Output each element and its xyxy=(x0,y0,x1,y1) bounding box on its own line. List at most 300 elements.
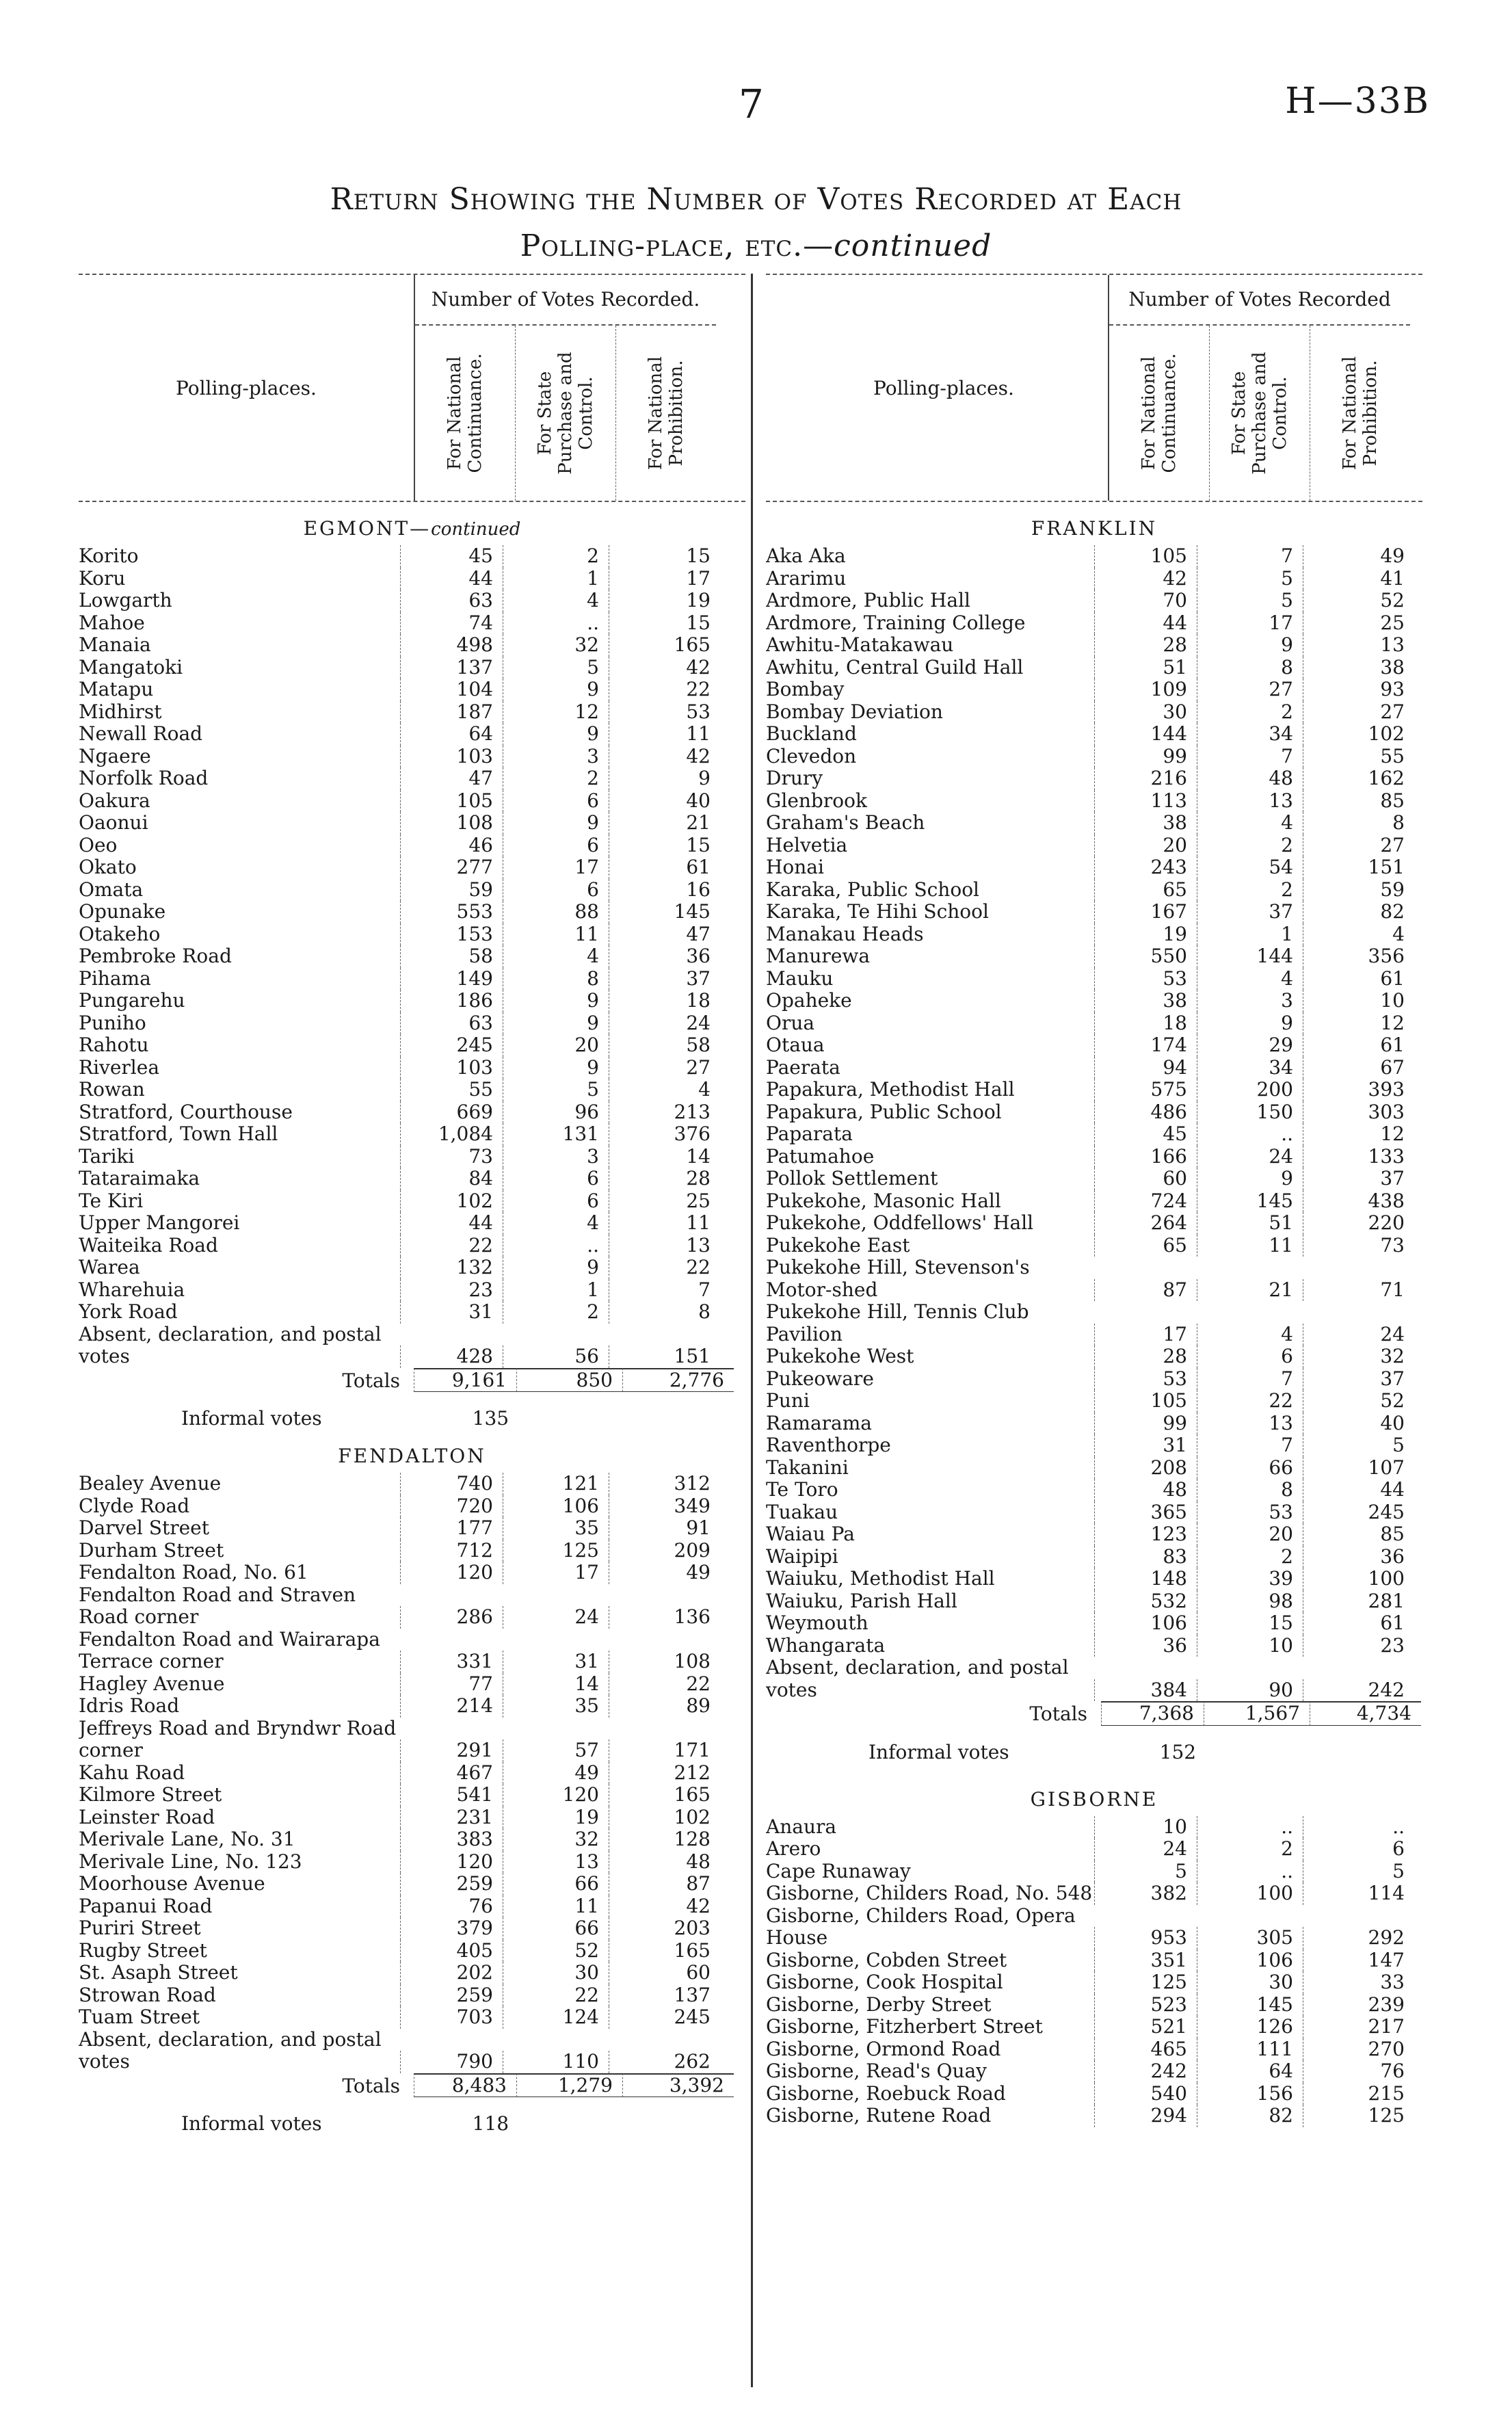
vote-count: 66 xyxy=(1197,1457,1303,1480)
table-row xyxy=(766,1079,1422,1101)
vote-count: 96 xyxy=(503,1101,609,1124)
vote-count: 137 xyxy=(400,657,503,679)
vote-count: 24 xyxy=(503,1606,609,1629)
table-row xyxy=(766,1301,1422,1345)
vote-count: 52 xyxy=(1303,1390,1414,1412)
vote-count: 15 xyxy=(609,612,720,635)
vote-count: 89 xyxy=(609,1695,720,1718)
vote-count: 61 xyxy=(1303,1612,1414,1635)
table-row xyxy=(79,1851,745,1874)
vote-count: 51 xyxy=(1094,657,1197,679)
vote-count: 740 xyxy=(400,1473,503,1495)
polling-place-name: Riverlea xyxy=(79,1056,160,1079)
vote-count: 51 xyxy=(1197,1212,1303,1235)
vote-count: 8 xyxy=(503,968,609,990)
polling-place-name: Fendalton Road, No. 61 xyxy=(79,1562,308,1583)
table-row xyxy=(79,2006,745,2029)
vote-count: 16 xyxy=(609,879,720,902)
polling-place-name: Bombay xyxy=(766,679,845,700)
polling-place-name: Hagley Avenue xyxy=(79,1672,225,1695)
table-row xyxy=(766,2105,1422,2127)
fendalton-rows xyxy=(79,1473,745,2073)
table-row xyxy=(766,1390,1422,1412)
vote-count: 2 xyxy=(503,545,609,568)
vote-count: 8 xyxy=(1197,1479,1303,1501)
table-row xyxy=(79,1235,745,1257)
vote-count: 2 xyxy=(1197,701,1303,724)
polling-place-name: Absent, declaration, and postal votes xyxy=(79,1323,382,1367)
title-continued: continued xyxy=(834,228,992,263)
polling-place-name: Graham's Beach xyxy=(766,812,925,834)
vote-count: 208 xyxy=(1094,1457,1197,1480)
table-row xyxy=(766,657,1422,679)
polling-place-name: Absent, declaration, and postal votes xyxy=(766,1657,1069,1701)
vote-count: 2 xyxy=(1197,879,1303,902)
header-national-continuance: For National Continuance. xyxy=(445,353,486,473)
vote-count: 52 xyxy=(1303,590,1414,612)
table-row xyxy=(766,923,1422,946)
polling-place-name: Wharehuia xyxy=(79,1278,185,1301)
polling-place-name: Otaua xyxy=(766,1034,825,1056)
polling-place-name: Buckland xyxy=(766,723,857,745)
polling-place-name: Upper Mangorei xyxy=(79,1212,240,1234)
polling-place-name: Mahoe xyxy=(79,612,145,634)
vote-count: 66 xyxy=(503,1917,609,1940)
polling-place-name: Whangarata xyxy=(766,1634,886,1657)
table-row xyxy=(766,879,1422,902)
vote-count: 351 xyxy=(1094,1949,1197,1972)
vote-count: 63 xyxy=(400,1012,503,1035)
vote-count: 31 xyxy=(400,1301,503,1324)
vote-count: 243 xyxy=(1094,856,1197,879)
vote-count: 6 xyxy=(503,1168,609,1190)
right-column xyxy=(766,274,1422,2127)
vote-count: 24 xyxy=(1197,1146,1303,1168)
vote-count: 24 xyxy=(1094,1838,1197,1861)
vote-count: 32 xyxy=(503,634,609,657)
vote-count: 100 xyxy=(1303,1568,1414,1590)
polling-place-name: Oakura xyxy=(79,789,150,812)
polling-place-name: Clyde Road xyxy=(79,1495,190,1517)
vote-count: 31 xyxy=(503,1651,609,1673)
table-row xyxy=(79,1695,745,1718)
vote-count: 104 xyxy=(400,679,503,701)
table-row xyxy=(79,1562,745,1584)
vote-count: 125 xyxy=(1303,2105,1414,2127)
vote-count: 23 xyxy=(1303,1635,1414,1657)
polling-place-name: Awhitu-Matakawau xyxy=(766,634,954,656)
vote-count: 27 xyxy=(609,1057,720,1079)
franklin-informal-votes: Informal votes 152 xyxy=(868,1740,1197,1763)
table-row xyxy=(766,2038,1422,2061)
vote-count: 28 xyxy=(1094,634,1197,657)
vote-count: 312 xyxy=(609,1473,720,1495)
votes-group-title-right: Number of Votes Recorded xyxy=(1109,275,1410,326)
polling-place-name: Manakau Heads xyxy=(766,923,924,945)
vote-count: 5 xyxy=(503,657,609,679)
vote-count: 5 xyxy=(1094,1861,1197,1883)
vote-count: 71 xyxy=(1303,1279,1414,1302)
vote-count: 59 xyxy=(1303,879,1414,902)
vote-count: 12 xyxy=(503,701,609,724)
polling-place-name: Rugby Street xyxy=(79,1939,207,1962)
vote-count: 149 xyxy=(400,968,503,990)
vote-count: 5 xyxy=(1303,1861,1414,1883)
vote-count: 6 xyxy=(503,879,609,902)
table-row xyxy=(79,1718,745,1762)
vote-count: 15 xyxy=(1197,1612,1303,1635)
vote-count: 32 xyxy=(503,1828,609,1851)
vote-count: 103 xyxy=(400,1057,503,1079)
polling-place-name: Manaia xyxy=(79,634,151,656)
vote-count: 11 xyxy=(609,723,720,746)
vote-count: 11 xyxy=(503,1895,609,1918)
vote-count: 540 xyxy=(1094,2083,1197,2105)
vote-count: 220 xyxy=(1303,1212,1414,1235)
table-row xyxy=(766,1146,1422,1168)
vote-count: 48 xyxy=(1094,1479,1197,1501)
table-row xyxy=(79,657,745,679)
polling-place-name: Moorhouse Avenue xyxy=(79,1873,265,1895)
table-row xyxy=(766,1235,1422,1257)
table-row xyxy=(79,679,745,701)
vote-count: 38 xyxy=(1303,657,1414,679)
polling-place-name: Drury xyxy=(766,767,823,789)
vote-count: 17 xyxy=(1094,1324,1197,1346)
vote-count: 6 xyxy=(1303,1838,1414,1861)
fendalton-informal-votes: Informal votes 118 xyxy=(181,2112,509,2135)
table-row xyxy=(79,1984,745,2007)
vote-count: 44 xyxy=(400,568,503,590)
votes-group-title: Number of Votes Recorded. xyxy=(415,275,716,326)
table-row xyxy=(766,1012,1422,1035)
polling-place-name: Gisborne, Cook Hospital xyxy=(766,1971,1003,1993)
vote-count: 438 xyxy=(1303,1190,1414,1213)
polling-place-name: Leinster Road xyxy=(79,1806,215,1828)
vote-count: 13 xyxy=(1303,634,1414,657)
polling-place-name: Gisborne, Derby Street xyxy=(766,1993,992,2016)
vote-count: 148 xyxy=(1094,1568,1197,1590)
vote-count: 4 xyxy=(1197,968,1303,990)
vote-count: 7 xyxy=(1197,1434,1303,1457)
table-row xyxy=(79,990,745,1012)
polling-place-name: Darvel Street xyxy=(79,1517,209,1539)
vote-count: 49 xyxy=(503,1762,609,1785)
egmont-rows xyxy=(79,545,745,1368)
vote-count: 209 xyxy=(609,1540,720,1562)
vote-count: 24 xyxy=(1303,1324,1414,1346)
polling-place-name: St. Asaph Street xyxy=(79,1962,238,1984)
vote-count: 30 xyxy=(1197,1971,1303,1994)
vote-count: 147 xyxy=(1303,1949,1414,1972)
polling-place-name: Rowan xyxy=(79,1079,145,1101)
vote-count: 61 xyxy=(1303,968,1414,990)
vote-count: 669 xyxy=(400,1101,503,1124)
table-row xyxy=(766,1861,1422,1883)
vote-count: 7 xyxy=(1197,746,1303,768)
table-row xyxy=(766,1816,1422,1839)
polling-place-name: Waiuku, Methodist Hall xyxy=(766,1568,995,1590)
table-row xyxy=(766,634,1422,657)
vote-count: 174 xyxy=(1094,1034,1197,1057)
vote-count: 305 xyxy=(1197,1927,1303,1949)
vote-count: 87 xyxy=(609,1873,720,1895)
polling-place-name: Ardmore, Training College xyxy=(766,612,1026,634)
vote-count: 15 xyxy=(609,835,720,857)
polling-place-name: Strowan Road xyxy=(79,1984,216,2006)
polling-place-name: Helvetia xyxy=(766,834,848,856)
polling-place-name: Gisborne, Read's Quay xyxy=(766,2060,987,2082)
vote-count: 125 xyxy=(1094,1971,1197,1994)
vote-count: 35 xyxy=(503,1695,609,1718)
title-line-1: Return Showing the Number of Votes Recorded at Each xyxy=(330,182,1182,217)
vote-count: 24 xyxy=(609,1012,720,1035)
polling-place-name: Idris Road xyxy=(79,1695,180,1717)
vote-count: 29 xyxy=(1197,1034,1303,1057)
polling-place-name: Gisborne, Cobden Street xyxy=(766,1949,1007,1971)
vote-count: 9 xyxy=(503,1057,609,1079)
polling-place-name: Papakura, Methodist Hall xyxy=(766,1079,1015,1101)
vote-count: 523 xyxy=(1094,1994,1197,2016)
table-header-left xyxy=(79,274,745,502)
polling-place-name: Honai xyxy=(766,856,824,878)
vote-count: 94 xyxy=(1094,1057,1197,1079)
vote-count: 383 xyxy=(400,1828,503,1851)
polling-place-name: Absent, declaration, and postal votes xyxy=(79,2028,382,2073)
vote-count: 1 xyxy=(503,1279,609,1302)
table-row xyxy=(766,2083,1422,2105)
polling-place-name: Te Toro xyxy=(766,1479,838,1501)
vote-count: 171 xyxy=(609,1739,720,1762)
table-row xyxy=(79,1034,745,1057)
vote-count: 13 xyxy=(503,1851,609,1874)
vote-count: 30 xyxy=(503,1962,609,1984)
vote-count: 5 xyxy=(1303,1434,1414,1457)
polling-place-name: Awhitu, Central Guild Hall xyxy=(766,656,1024,679)
vote-count: 27 xyxy=(1303,835,1414,857)
table-row xyxy=(766,612,1422,635)
vote-count: 2 xyxy=(1197,1546,1303,1568)
polling-place-name: Tariki xyxy=(79,1145,135,1168)
franklin-totals: Totals 7,368 1,567 4,734 xyxy=(766,1701,1422,1726)
vote-count: 9 xyxy=(503,990,609,1012)
table-row xyxy=(766,990,1422,1012)
polling-place-name: Anaura xyxy=(766,1815,837,1838)
table-row xyxy=(766,1457,1422,1480)
polling-place-name: Stratford, Courthouse xyxy=(79,1101,293,1123)
table-row xyxy=(79,1101,745,1124)
vote-count: 286 xyxy=(400,1606,503,1629)
vote-count: .. xyxy=(1303,1816,1414,1839)
vote-count: 53 xyxy=(609,701,720,724)
vote-count: 6 xyxy=(503,835,609,857)
vote-count: 105 xyxy=(1094,545,1197,568)
vote-count: 384 xyxy=(1094,1679,1197,1702)
vote-count: 10 xyxy=(1094,1816,1197,1839)
polling-place-name: Gisborne, Fitzherbert Street xyxy=(766,2016,1043,2038)
fendalton-totals: Totals 8,483 1,279 3,392 xyxy=(79,2073,745,2098)
vote-count: 11 xyxy=(609,1212,720,1235)
table-row xyxy=(79,923,745,946)
table-row xyxy=(79,1257,745,1279)
table-row xyxy=(766,1905,1422,1949)
polling-place-name: Pukekohe, Oddfellows' Hall xyxy=(766,1212,1034,1234)
vote-count: 48 xyxy=(1197,767,1303,790)
vote-count: 77 xyxy=(400,1673,503,1696)
header-national-prohibition-right: For National Prohibition. xyxy=(1310,326,1410,501)
page-title xyxy=(0,176,1512,270)
vote-count: 11 xyxy=(503,923,609,946)
vote-count: 498 xyxy=(400,634,503,657)
table-row xyxy=(766,1345,1422,1368)
polling-place-name: Te Kiri xyxy=(79,1190,144,1212)
vote-count: 57 xyxy=(503,1739,609,1762)
vote-count: 73 xyxy=(1303,1235,1414,1257)
vote-count: 4 xyxy=(503,1212,609,1235)
table-row xyxy=(79,1873,745,1895)
vote-count: 379 xyxy=(400,1917,503,1940)
vote-count: .. xyxy=(1197,1816,1303,1839)
table-row xyxy=(766,2060,1422,2083)
vote-count: 88 xyxy=(503,901,609,923)
vote-count: 4 xyxy=(1197,1324,1303,1346)
polling-place-name: Mangatoki xyxy=(79,656,183,679)
vote-count: 217 xyxy=(1303,2016,1414,2038)
polling-place-name: Gisborne, Childers Road, Opera House xyxy=(766,1904,1076,1949)
polling-place-name: Koru xyxy=(79,567,126,590)
polling-place-name: Lowgarth xyxy=(79,590,172,612)
vote-count: 349 xyxy=(609,1495,720,1518)
vote-count: 42 xyxy=(1094,568,1197,590)
vote-count: 151 xyxy=(609,1345,720,1368)
table-row xyxy=(766,835,1422,857)
polling-place-name: Ngaere xyxy=(79,745,151,767)
polling-place-name: Opunake xyxy=(79,901,166,923)
polling-place-name: Puriri Street xyxy=(79,1917,201,1939)
vote-count: 83 xyxy=(1094,1546,1197,1568)
vote-count: 27 xyxy=(1303,701,1414,724)
polling-place-name: Bombay Deviation xyxy=(766,700,943,723)
polling-place-name: Glenbrook xyxy=(766,789,867,812)
polling-place-name: Kilmore Street xyxy=(79,1784,222,1806)
polling-place-name: York Road xyxy=(79,1301,178,1323)
vote-count: 6 xyxy=(503,790,609,813)
table-row xyxy=(79,1673,745,1696)
vote-count: 44 xyxy=(1303,1479,1414,1501)
vote-count: .. xyxy=(1197,1861,1303,1883)
vote-count: 486 xyxy=(1094,1101,1197,1124)
vote-count: 22 xyxy=(1197,1390,1303,1412)
vote-count: 17 xyxy=(609,568,720,590)
vote-count: 39 xyxy=(1197,1568,1303,1590)
vote-count: 32 xyxy=(1303,1345,1414,1368)
vote-count: 37 xyxy=(1303,1368,1414,1391)
vote-count: 202 xyxy=(400,1962,503,1984)
vote-count: 19 xyxy=(1094,923,1197,946)
vote-count: 8 xyxy=(609,1301,720,1324)
vote-count: 9 xyxy=(503,1012,609,1035)
vote-count: 55 xyxy=(1303,746,1414,768)
vote-count: 8 xyxy=(1197,657,1303,679)
table-row xyxy=(79,856,745,879)
table-row xyxy=(79,1540,745,1562)
vote-count: 106 xyxy=(503,1495,609,1518)
vote-count: 37 xyxy=(1197,901,1303,923)
table-row xyxy=(79,968,745,990)
vote-count: 38 xyxy=(1094,990,1197,1012)
polling-place-name: Rahotu xyxy=(79,1034,149,1056)
table-row xyxy=(766,590,1422,612)
table-row xyxy=(79,1279,745,1302)
table-row xyxy=(79,701,745,724)
vote-count: 550 xyxy=(1094,945,1197,968)
vote-count: 64 xyxy=(400,723,503,746)
vote-count: 9 xyxy=(1197,1012,1303,1035)
vote-count: 281 xyxy=(1303,1590,1414,1613)
vote-count: 262 xyxy=(609,2051,720,2073)
vote-count: 25 xyxy=(1303,612,1414,635)
vote-count: 9 xyxy=(503,812,609,835)
table-row xyxy=(766,1971,1422,1994)
table-row xyxy=(79,1517,745,1540)
polling-place-name: Papanui Road xyxy=(79,1895,213,1917)
vote-count: 53 xyxy=(1197,1501,1303,1524)
table-row xyxy=(766,1101,1422,1124)
vote-count: 724 xyxy=(1094,1190,1197,1213)
vote-count: 200 xyxy=(1197,1079,1303,1101)
vote-count: 102 xyxy=(1303,723,1414,746)
vote-count: 2 xyxy=(1197,1838,1303,1861)
vote-count: 17 xyxy=(503,1562,609,1584)
vote-count: 162 xyxy=(1303,767,1414,790)
polling-place-name: Puniho xyxy=(79,1012,146,1034)
table-row xyxy=(79,723,745,746)
vote-count: 41 xyxy=(1303,568,1414,590)
vote-count: 106 xyxy=(1094,1612,1197,1635)
vote-count: 7 xyxy=(1197,545,1303,568)
polling-place-name: Waiau Pa xyxy=(766,1523,855,1545)
vote-count: 4 xyxy=(609,1079,720,1101)
polling-place-name: Patumahoe xyxy=(766,1145,875,1168)
vote-count: 49 xyxy=(609,1562,720,1584)
vote-count: 12 xyxy=(1303,1123,1414,1146)
polling-place-name: Pukekohe, Masonic Hall xyxy=(766,1190,1001,1212)
vote-count: 167 xyxy=(1094,901,1197,923)
vote-count: 27 xyxy=(1197,679,1303,701)
polling-place-name: Karaka, Te Hihi School xyxy=(766,901,989,923)
vote-count: 45 xyxy=(1094,1123,1197,1146)
vote-count: 120 xyxy=(503,1784,609,1806)
table-row xyxy=(79,1762,745,1785)
table-row xyxy=(79,1895,745,1918)
table-row xyxy=(79,1190,745,1213)
polling-place-name: Stratford, Town Hall xyxy=(79,1123,278,1145)
vote-count: 151 xyxy=(1303,856,1414,879)
table-row xyxy=(79,1301,745,1324)
vote-count: 245 xyxy=(400,1034,503,1057)
polling-place-name: Paerata xyxy=(766,1056,840,1079)
polling-place-name: Karaka, Public School xyxy=(766,878,980,901)
table-row xyxy=(79,1079,745,1101)
polling-place-name: Aka Aka xyxy=(766,545,846,567)
vote-count: 186 xyxy=(400,990,503,1012)
vote-count: 61 xyxy=(609,856,720,879)
vote-count: 102 xyxy=(609,1806,720,1829)
polling-place-name: Opaheke xyxy=(766,990,852,1012)
polling-place-name: Okato xyxy=(79,856,137,878)
vote-count: 76 xyxy=(400,1895,503,1918)
vote-count: 123 xyxy=(1094,1523,1197,1546)
